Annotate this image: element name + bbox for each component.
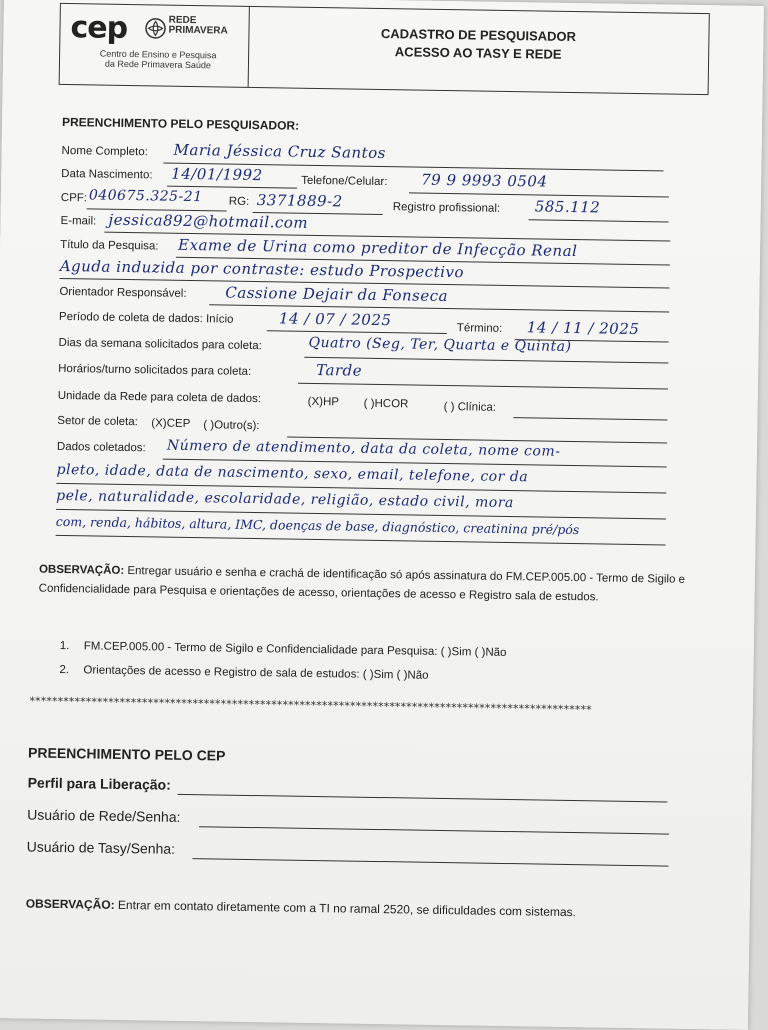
- form-title-line-1: CADASTRO DE PESQUISADOR: [380, 25, 577, 45]
- nome-value: Maria Jéssica Cruz Santos: [173, 140, 387, 163]
- titulo-value-2: Aguda induzida por contraste: estudo Prospectivo: [59, 256, 465, 282]
- observation-text: Entregar usuário e senha e crachá de identificação só após assinatura do FM.CEP.005.00 - Termo de Sigilo e Confidencialidade para Pesquisa e orientações de acesso, orientações de acesso e Registro sala de estudos.: [38, 564, 686, 604]
- periodo-label: Período de coleta de dados: Início: [58, 310, 234, 326]
- usuario-tasy-label: Usuário de Tasy/Senha:: [26, 838, 176, 857]
- form-title-line-2: ACESSO AO TASY E REDE: [394, 44, 562, 62]
- cep-section-title: PREENCHIMENTO PELO CEP: [28, 744, 226, 764]
- logo-subtitle-2: da Rede Primavera Saúde: [104, 58, 212, 71]
- setor-cep-option: (X)CEP: [151, 417, 191, 431]
- obs-item-2-text: Orientações de acesso e Registro de sala de estudos: ( )Sim ( )Não: [83, 664, 429, 682]
- inicio-value: 14 / 07 / 2025: [278, 309, 392, 330]
- logo-rede-text: REDE: [168, 14, 197, 27]
- registro-label: Registro profissional:: [392, 201, 501, 215]
- dados-value-4: com, renda, hábitos, altura, IMC, doenças de base, diagnóstico, creatinina pré/pós: [55, 513, 580, 538]
- separator-stars: ****************************************************************************************************: [28, 694, 592, 717]
- obs-item-1-number: 1.: [59, 639, 70, 653]
- usuario-tasy-line: [192, 858, 668, 866]
- registro-line: [529, 219, 669, 222]
- email-label: E-mail:: [60, 214, 97, 228]
- researcher-section-title: PREENCHIMENTO PELO PESQUISADOR:: [61, 114, 300, 133]
- flower-logo-icon: [144, 17, 166, 39]
- setor-outro-option: ( )Outro(s):: [203, 419, 260, 433]
- unidade-label: Unidade da Rede para coleta de dados:: [57, 389, 262, 406]
- footer-observation-label: OBSERVAÇÃO:: [25, 896, 115, 912]
- rg-value: 3371889-2: [256, 191, 343, 211]
- unidade-hp-option: (X)HP: [307, 395, 340, 409]
- obs-item-2-number: 2.: [59, 663, 70, 677]
- cpf-value: 040675.325-21: [88, 187, 203, 206]
- nascimento-label: Data Nascimento:: [61, 167, 153, 182]
- perfil-line: [177, 794, 667, 803]
- form-title: [248, 23, 709, 66]
- telefone-value: 79 9 9993 0504: [421, 170, 548, 191]
- header-box: [59, 3, 710, 95]
- logo-primavera-text: PRIMAVERA: [168, 24, 228, 37]
- telefone-label: Telefone/Celular:: [301, 174, 388, 189]
- cpf-label: CPF:: [60, 191, 88, 205]
- nome-label: Nome Completo:: [61, 144, 148, 159]
- rg-label: RG:: [228, 195, 250, 208]
- horarios-label: Horários/turno solicitados para coleta:: [58, 362, 252, 378]
- inicio-line: [267, 330, 447, 334]
- unidade-hcor-option: ( )HCOR: [363, 397, 409, 411]
- dados-value-3: pele, naturalidade, escolaridade, religião, estado civil, mora: [56, 487, 514, 512]
- email-value: jessica892@hotmail.com: [108, 210, 309, 232]
- dias-label: Dias da semana solicitados para coleta:: [58, 336, 262, 353]
- registro-value: 585.112: [534, 197, 601, 217]
- orientador-label: Orientador Responsável:: [59, 285, 187, 300]
- observation-label: OBSERVAÇÃO:: [38, 563, 125, 577]
- dados-value-2: pleto, idade, data de nascimento, sexo, email, telefone, cor da: [56, 461, 529, 486]
- logo-cep-text: cep: [70, 10, 128, 46]
- titulo-label: Título da Pesquisa:: [60, 238, 159, 253]
- termino-value: 14 / 11 / 2025: [526, 318, 640, 339]
- usuario-rede-line: [199, 826, 669, 834]
- dias-value: Quatro (Seg, Ter, Quarta e Quinta): [308, 334, 572, 355]
- footer-observation-text: Entrar em contato diretamente com a TI no ramal 2520, se dificuldades com sistemas.: [114, 897, 577, 920]
- clinica-line: [513, 417, 667, 420]
- orientador-value: Cassione Dejair da Fonseca: [225, 283, 449, 306]
- footer-observation: [26, 894, 716, 924]
- unidade-clinica-option: ( ) Clínica:: [443, 400, 497, 414]
- dados-value-1: Número de atendimento, data da coleta, nome com-: [166, 437, 561, 460]
- logo: [60, 4, 250, 87]
- nascimento-value: 14/01/1992: [171, 164, 263, 185]
- usuario-rede-label: Usuário de Rede/Senha:: [27, 806, 181, 825]
- titulo-value-1: Exame de Urina como preditor de Infecção Renal: [177, 235, 578, 261]
- dados-label: Dados coletados:: [56, 440, 146, 455]
- logo-subtitle-1: Centro de Ensino e Pesquisa: [99, 48, 217, 61]
- obs-item-1-text: FM.CEP.005.00 - Termo de Sigilo e Confidencialidade para Pesquisa: ( )Sim ( )Não: [83, 640, 507, 660]
- horarios-value: Tarde: [316, 360, 363, 380]
- horarios-line: [298, 383, 668, 390]
- setor-label: Setor de coleta:: [57, 414, 138, 429]
- perfil-label: Perfil para Liberação:: [27, 774, 171, 793]
- observation-paragraph: [39, 561, 700, 609]
- termino-label: Término:: [456, 322, 503, 335]
